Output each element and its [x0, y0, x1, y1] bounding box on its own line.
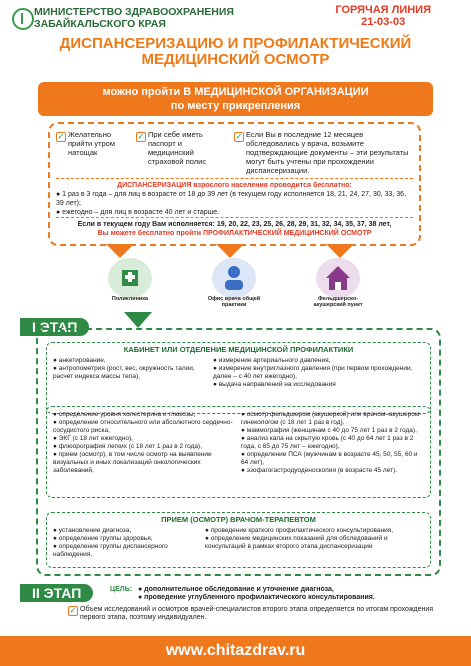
exams-left-list	[53, 411, 233, 475]
title-line2: МЕДИЦИНСКИЙ ОСМОТР	[141, 51, 330, 68]
info-col-fasting: Желательно прийти утром натощак	[68, 130, 116, 157]
banner-line2: по месту прикрепления	[170, 100, 301, 112]
stage2-label: II ЭТАП	[20, 584, 93, 602]
list-item: ● эзофагогастродуоденоскопия (в возрасте 45 лет).	[241, 467, 398, 474]
ministry-name	[34, 6, 234, 30]
header	[0, 0, 471, 38]
doctor-icon	[212, 258, 256, 298]
list-item: ● анкетирование,	[53, 357, 106, 364]
check-icon: ✓	[69, 606, 77, 615]
therapist-block	[46, 512, 431, 568]
clinic-icon	[108, 258, 152, 298]
arrow-down-icon	[326, 244, 354, 258]
list-item: ● проведение углубленного профилактического консультирования.	[138, 594, 375, 601]
check-icon: ✓	[57, 132, 65, 141]
banner-line1: можно пройти В МЕДИЦИНСКОЙ ОРГАНИЗАЦИИ	[102, 86, 369, 98]
ministry-line1: МИНИСТЕРСТВО ЗДРАВООХРАНЕНИЯ	[34, 6, 234, 18]
list-item: ● маммография (женщинам с 40 до 75 лет 1 раз в 2 года),	[241, 427, 417, 434]
goal-list	[138, 586, 458, 602]
stage1-box	[36, 328, 441, 576]
house-icon	[316, 258, 360, 298]
footer-url[interactable]: www.chitazdrav.ru	[0, 636, 471, 666]
exams-block	[46, 406, 431, 498]
info-col-documents: При себе иметь паспорт и медицинский страховой полис	[148, 130, 207, 166]
disp-header: ДИСПАНСЕРИЗАЦИЯ взрослого населения проводится бесплатно:	[117, 182, 352, 189]
facility-label-doctor: Офис врача общей практики	[207, 296, 261, 308]
list-item: ● определение группы здоровья,	[53, 535, 153, 542]
disp-line2: ● ежегодно – для лиц в возрасте 40 лет и старше.	[56, 209, 220, 216]
prof-exam-block	[56, 217, 413, 238]
therapist-right-list	[205, 527, 427, 551]
prof-line1: Если в текущем году Вам исполняется: 19, 20, 22, 23, 25, 26, 28, 29, 31, 32, 34, 35, 37, 38 лет,	[77, 221, 392, 228]
list-item: ● выдача направлений на исследования	[213, 381, 336, 388]
cabinet-left-list	[53, 357, 203, 381]
therapist-header: ПРИЕМ (ОСМОТР) ВРАЧОМ-ТЕРАПЕВТОМ	[161, 515, 316, 524]
page-title	[0, 36, 471, 68]
ministry-line2: ЗАБАЙКАЛЬСКОГО КРАЯ	[34, 18, 166, 30]
list-item: ● определение относительного или абсолютного сердечно-сосудистого риска,	[53, 419, 233, 434]
hotline	[335, 4, 431, 28]
cabinet-header: КАБИНЕТ ИЛИ ОТДЕЛЕНИЕ МЕДИЦИНСКОЙ ПРОФИЛАКТИКИ	[123, 345, 354, 354]
cabinet-right-list	[213, 357, 425, 389]
list-item: ● определение медицинских показаний для обследований и консультаций в рамках второго этапа диспансеризации	[205, 535, 388, 550]
cabinet-block	[46, 342, 431, 414]
info-box	[48, 122, 421, 246]
prof-line2: Вы можете бесплатно пройти ПРОФИЛАКТИЧЕСКИЙ МЕДИЦИНСКИЙ ОСМОТР	[97, 230, 372, 237]
ministry-emblem-icon	[12, 8, 34, 30]
stage2-note: Объем исследований и осмотров врачей-специалистов второго этапа определяется по итогам прохождения первого этапа, поэтому индивидуален.	[80, 606, 434, 621]
arrow-down-icon	[216, 244, 244, 258]
hotline-label: ГОРЯЧАЯ ЛИНИЯ	[335, 4, 431, 16]
facility-label-fap: Фельдшерско-акушерский пункт	[313, 296, 363, 308]
list-item: ● определение уровня холестерина и глюкозы,	[53, 411, 196, 418]
location-banner	[38, 82, 433, 116]
arrow-down-icon	[106, 244, 134, 258]
goal-label: ЦЕЛЬ:	[110, 586, 133, 593]
facility-label-clinic: Поликлиника	[111, 296, 149, 302]
list-item: ● определение ПСА (мужчинам в возрасте 45, 50, 55, 60 и 64 лет),	[241, 451, 418, 466]
exams-right-list	[241, 411, 426, 475]
check-icon: ✓	[137, 132, 145, 141]
list-item: ● установление диагноза,	[53, 527, 132, 534]
stage2-block	[20, 584, 460, 628]
list-item: ● флюорография легких (с 18 лет 1 раз в 2 года),	[53, 443, 203, 450]
arrow-down-icon	[124, 312, 152, 328]
list-item: ● проведение краткого профилактического консультирования,	[205, 527, 394, 534]
disp-line1: ● 1 раз в 3 года – для лиц в возрасте от 18 до 39 лет (в текущем году исполняется 18, 21, 24, 27, 30, 33, 36, 39 лет);	[56, 191, 407, 207]
list-item: ● определение группы диспансерного наблюдения,	[53, 543, 168, 558]
list-item: ● прием (осмотр), в том числе осмотр на выявление визуальных и иных локализаций онкологических заболеваний,	[53, 451, 212, 474]
check-icon: ✓	[235, 132, 243, 141]
list-item: ● анализ кала на скрытую кровь (с 40 до 64 лет 1 раз в 2 года, с 65 до 75 лет – ежегодно),	[241, 435, 414, 450]
stage1-label: I ЭТАП	[20, 318, 89, 336]
list-item: ● измерение артериального давления,	[213, 357, 331, 364]
hotline-number: 21-03-03	[361, 16, 406, 28]
dispanserization-block	[56, 178, 413, 217]
list-item: ● ЭКГ (с 18 лет ежегодно),	[53, 435, 133, 442]
title-line1: ДИСПАНСЕРИЗАЦИЮ И ПРОФИЛАКТИЧЕСКИЙ	[59, 35, 412, 52]
list-item: ● антропометрия (рост, вес, окружность талии, расчет индекса массы тела),	[53, 365, 195, 380]
info-col-previous: Если Вы в последние 12 месяцев обследовались у врача, возьмите подтверждающие документы – эти результаты могут быть учтены при прохождении диспансеризации.	[246, 130, 409, 175]
list-item: ● дополнительное обследование и уточнение диагноза,	[138, 586, 334, 593]
therapist-left-list	[53, 527, 198, 559]
list-item: ● осмотр фельдшером (акушеркой) или врачом–акушером-гинекологом (с 18 лет 1 раз в год),	[241, 411, 422, 426]
list-item: ● измерение внутриглазного давления (при первом прохождении, далее – с 40 лет ежегодно),	[213, 365, 413, 380]
